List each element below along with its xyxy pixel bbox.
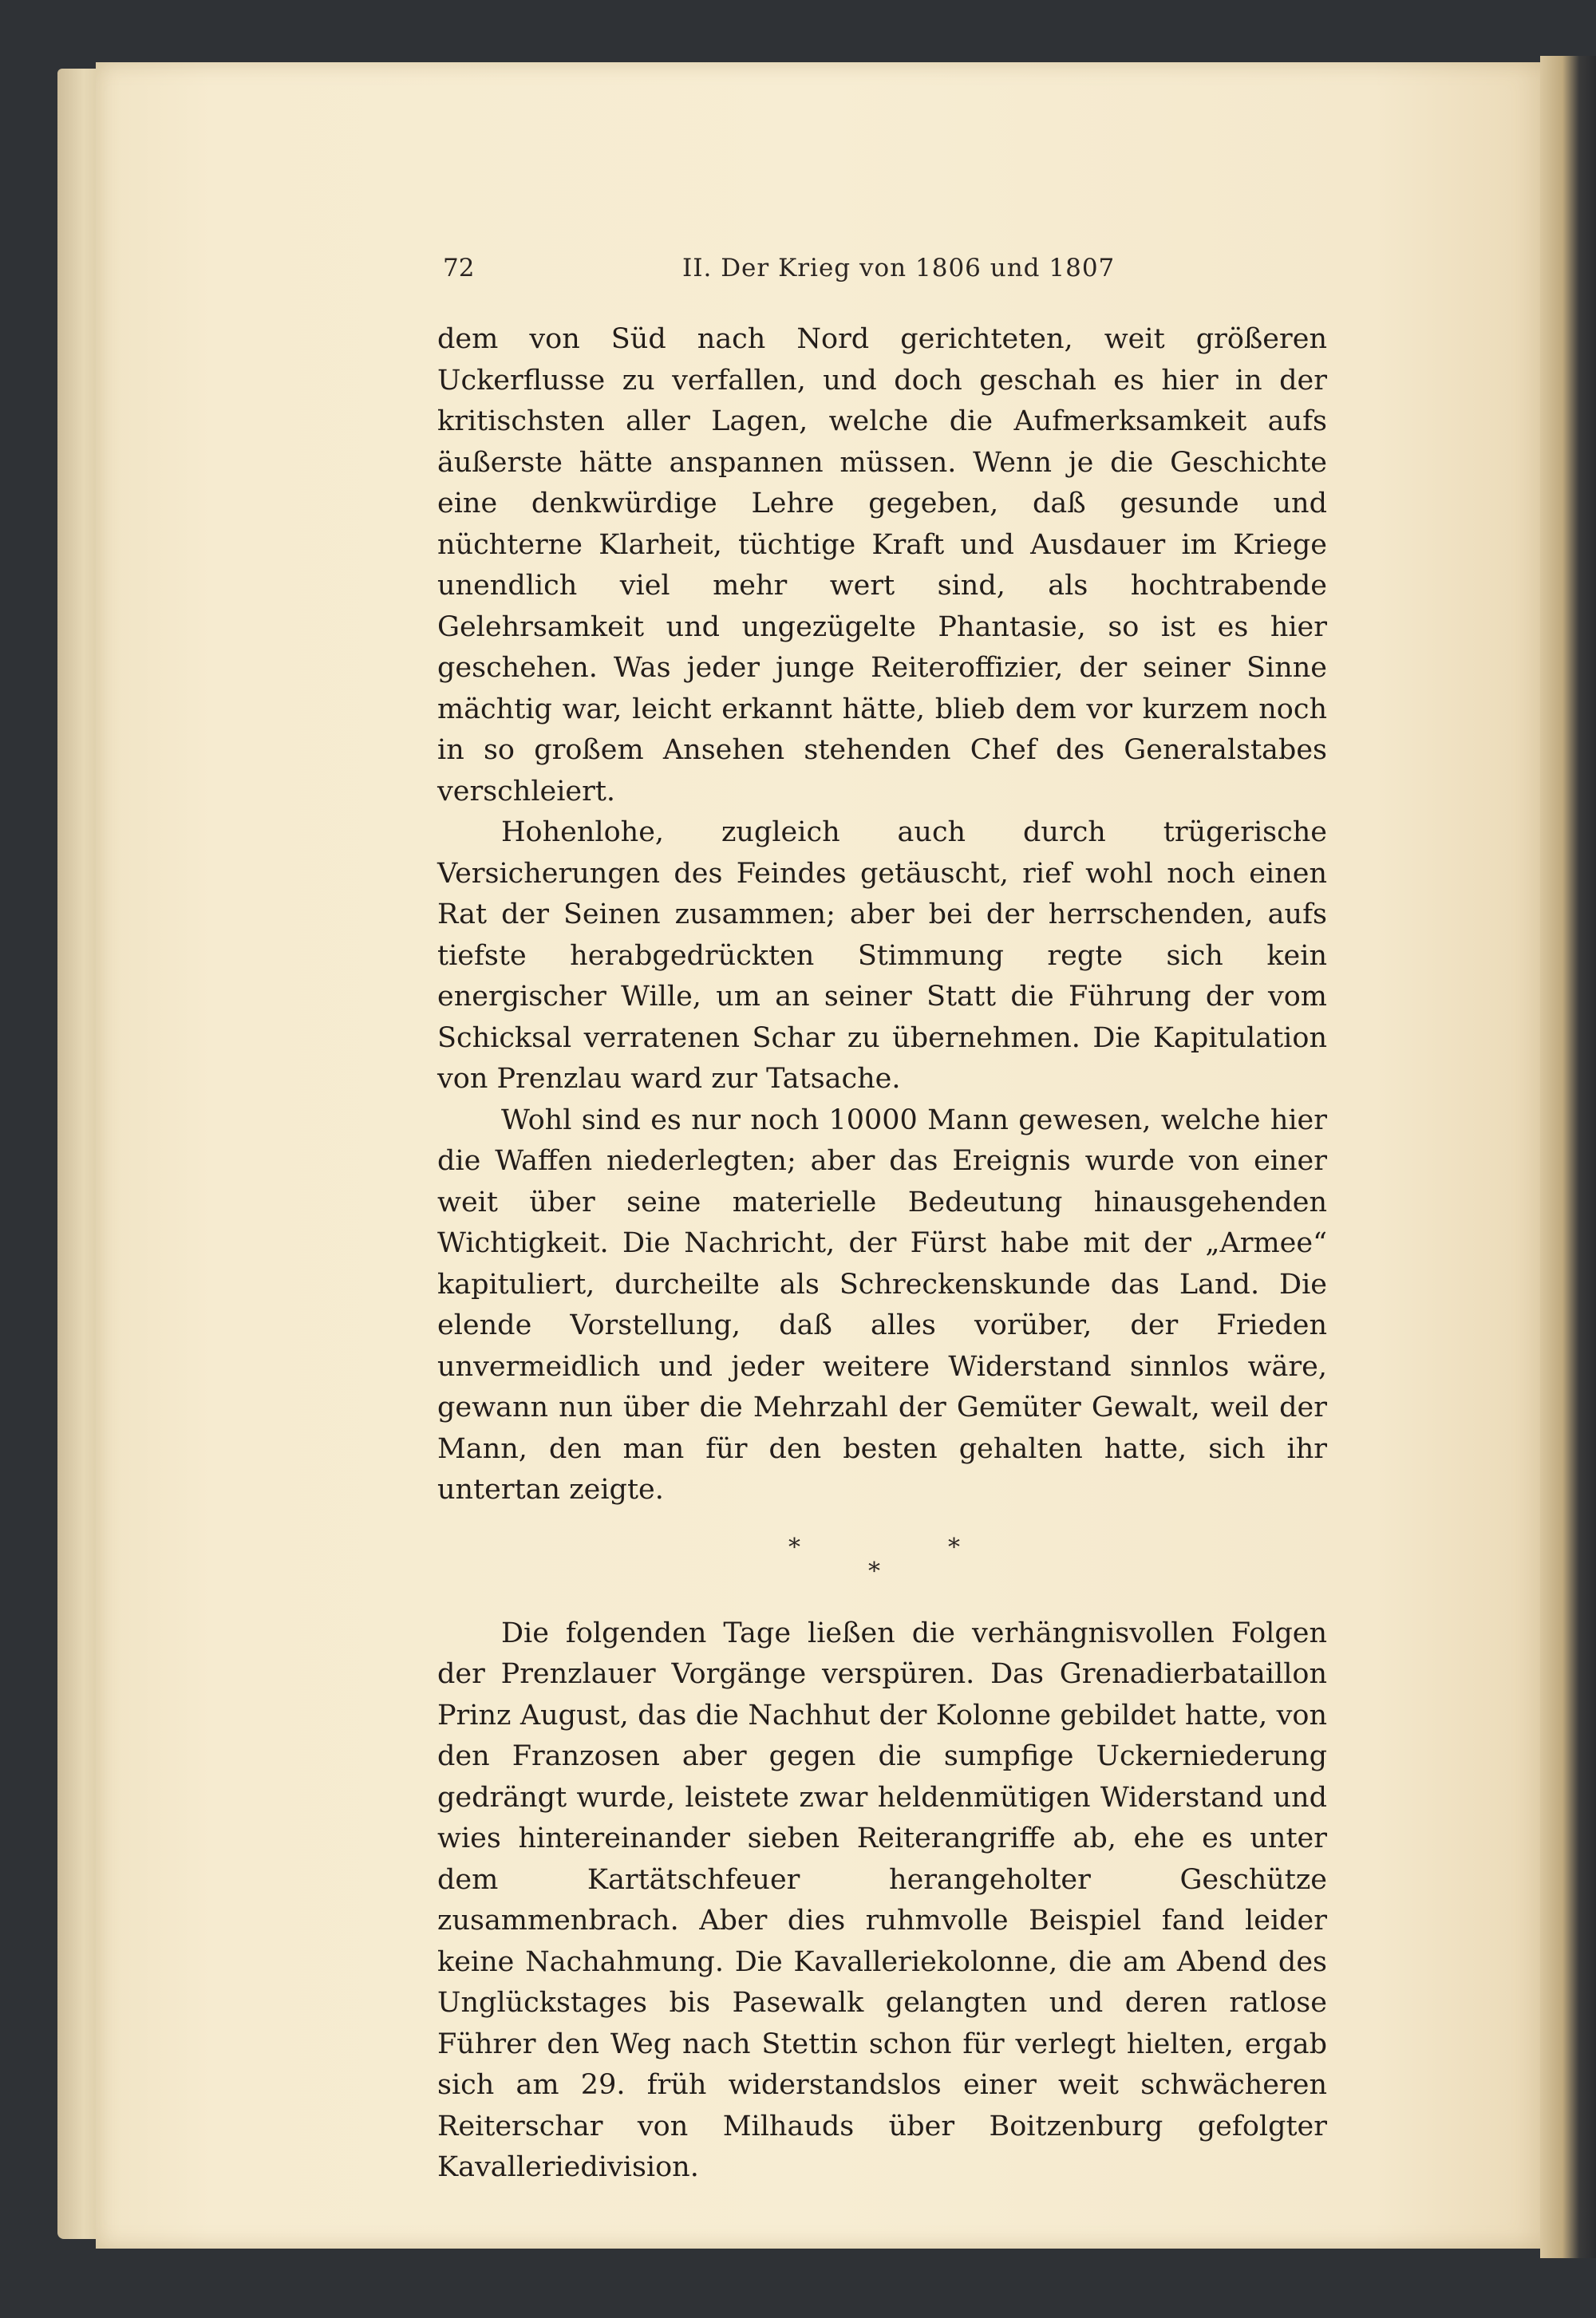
running-head — [443, 254, 1329, 289]
separator-star: * — [868, 1557, 880, 1585]
paragraph-2: Hohenlohe, zugleich auch durch trügerische Versicherungen des Feindes getäuscht, rief wohl noch einen Rat der Seinen zusammen; aber bei der herrschenden, aufs tiefste herabgedrückten Stimmung regte sich kein energischer Wille, um an seiner Statt die Führung der vom Schicksal verratenen Schar zu übernehmen. Die Kapitulation von Prenzlau ward zur Tatsache. — [437, 816, 1327, 1095]
chapter-title: II. Der Krieg von 1806 und 1807 — [682, 254, 1116, 282]
section-separator — [437, 1511, 1327, 1607]
paragraph-4: Die folgenden Tage ließen die verhängnisvollen Folgen der Prenzlauer Vorgänge verspüren. Das Grenadierbataillon Prinz August, das die Nachhut der Kolonne gebildet hatte, von den Franzosen aber gegen die sumpfige Uckerniederung gedrängt wurde, leistete zwar heldenmütigen Widerstand und wies hintereinander sieben Reiterangriffe ab, ehe es unter dem Kartätschfeuer herangeholter Geschütze zusammenbrach. Aber dies ruhmvolle Beispiel fand leider keine Nachahmung. Die Kavalleriekolonne, die am Abend des Unglückstages bis Pasewalk gelangten und deren ratlose Führer den Weg nach Stettin schon für verlegt hielten, ergab sich am 29. früh widerstandslos einer weit schwächeren Reiterschar von Milhauds über Boitzenburg gefolgter Kavalleriedivision. — [437, 1617, 1327, 2183]
separator-star: * — [948, 1533, 960, 1562]
page-number: 72 — [443, 254, 475, 282]
paragraph-3: Wohl sind es nur noch 10000 Mann gewesen, welche hier die Waffen niederlegten; aber das Ereignis wurde von einer weit über seine materielle Bedeutung hinausgehenden Wichtigkeit. Die Nachricht, der Fürst habe mit der „Armee“ kapituliert, durcheilte als Schreckenskunde das Land. Die elende Vorstellung, daß alles vorüber, der Frieden unvermeidlich und jeder weitere Widerstand sinnlos wäre, gewann nun über die Mehrzahl der Gemüter Gewalt, weil der Mann, den man für den besten gehalten hatte, sich ihr untertan zeigte. — [437, 1104, 1327, 1506]
book-binding — [1540, 56, 1596, 2258]
separator-star: * — [788, 1533, 800, 1562]
paragraph-1: dem von Süd nach Nord gerichteten, weit größeren Uckerflusse zu verfallen, und doch geschah es hier in der kritischsten aller Lagen, welche die Aufmerksamkeit aufs äußerste hätte anspannen müssen. Wenn je die Geschichte eine denkwürdige Lehre gegeben, daß gesunde und nüchterne Klarheit, tüchtige Kraft und Ausdauer im Kriege unendlich viel mehr wert sind, als hochtrabende Gelehrsamkeit und ungezügelte Phantasie, so ist es hier geschehen. Was jeder junge Reiteroffizier, der seiner Sinne mächtig war, leicht erkannt hätte, blieb dem vor kurzem noch in so großem Ansehen stehenden Chef des Generalstabes verschleiert. — [437, 323, 1327, 808]
body-text — [437, 319, 1327, 2189]
